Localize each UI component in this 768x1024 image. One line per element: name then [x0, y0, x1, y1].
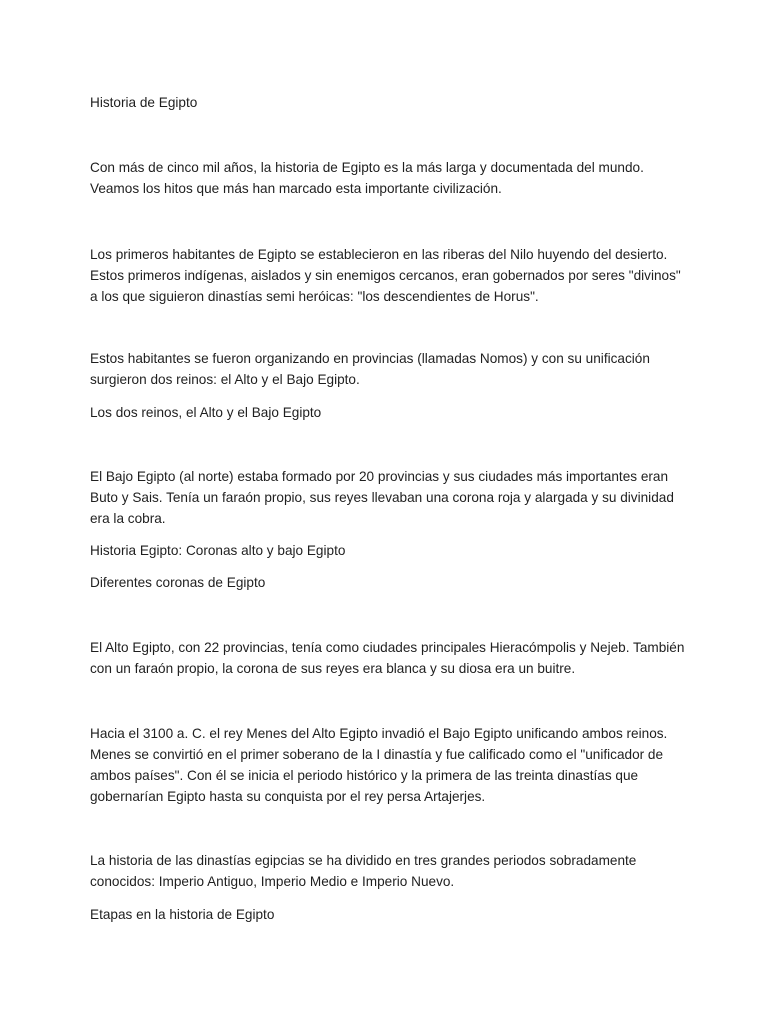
caption-stages: Etapas en la historia de Egipto	[90, 907, 275, 922]
paragraph-first-inhabitants: Los primeros habitantes de Egipto se establecieron en las riberas del Nilo huyendo del desierto. Estos primeros indígenas, aislados y sin enemigos cercanos, eran gobernados por seres "divinos" a los que siguieron dinastías semi heróicas: "los descendientes de Horus".	[90, 247, 681, 304]
paragraph-lower-egypt: El Bajo Egipto (al norte) estaba formado por 20 provincias y sus ciudades más importantes eran Buto y Sais. Tenía un faraón propio, sus reyes llevaban una corona roja y alargada y su divinidad era la cobra.	[90, 469, 674, 526]
caption-crowns: Historia Egipto: Coronas alto y bajo Egipto	[90, 543, 346, 558]
paragraph-dynasties: La historia de las dinastías egipcias se ha dividido en tres grandes periodos sobradamente conocidos: Imperio Antiguo, Imperio Medio e Imperio Nuevo.	[90, 853, 637, 889]
caption-two-kingdoms: Los dos reinos, el Alto y el Bajo Egipto	[90, 405, 322, 420]
caption-different-crowns: Diferentes coronas de Egipto	[90, 575, 266, 590]
paragraph-intro: Con más de cinco mil años, la historia de Egipto es la más larga y documentada del mundo. Veamos los hitos que más han marcado esta importante civilización.	[90, 160, 644, 196]
paragraph-provinces: Estos habitantes se fueron organizando en provincias (llamadas Nomos) y con su unificación surgieron dos reinos: el Alto y el Bajo Egipto.	[90, 351, 650, 387]
paragraph-upper-egypt: El Alto Egipto, con 22 provincias, tenía como ciudades principales Hieracómpolis y Nejeb. También con un faraón propio, la corona de sus reyes era blanca y su diosa era un buitre.	[90, 640, 685, 676]
paragraph-menes: Hacia el 3100 a. C. el rey Menes del Alto Egipto invadió el Bajo Egipto unificando ambos reinos. Menes se convirtió en el primer soberano de la I dinastía y fue calificado como el "unificador de ambos países". Con él se inicia el periodo histórico y la primera de las treinta dinastías que gobernarían Egipto hasta su conquista por el rey persa Artajerjes.	[90, 726, 668, 804]
document-title: Historia de Egipto	[90, 95, 198, 110]
